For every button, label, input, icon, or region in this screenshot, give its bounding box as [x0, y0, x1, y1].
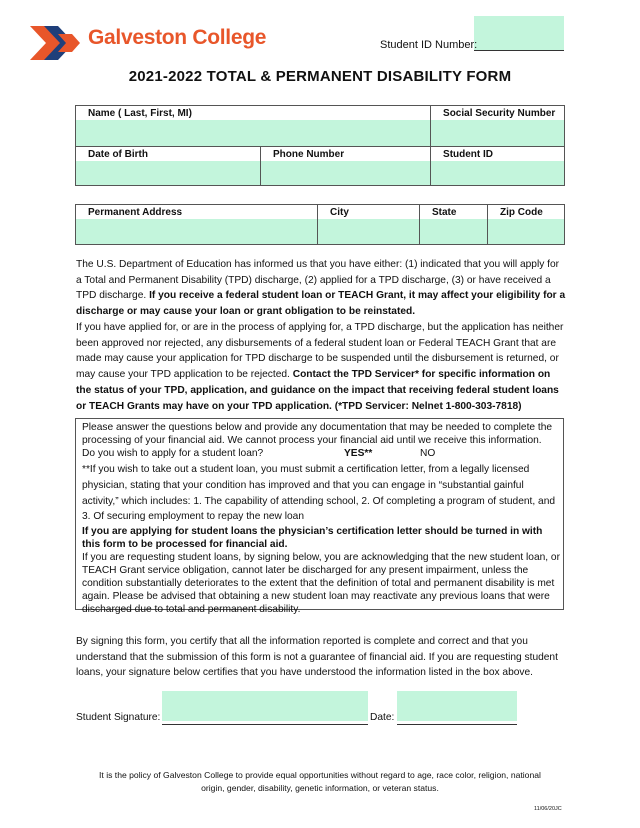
student-id-number-field[interactable] [474, 16, 564, 50]
state-input[interactable] [420, 219, 487, 244]
no-option[interactable]: NO [420, 448, 436, 459]
yes-option[interactable]: YES** [344, 448, 373, 459]
phone-cell [261, 147, 431, 186]
ssn-cell [431, 106, 565, 147]
name-input[interactable] [76, 120, 430, 146]
dob-input[interactable] [76, 161, 260, 185]
logo-chevron-icon [28, 24, 86, 62]
questions-intro: Please answer the questions below and provide any documentation that may be needed to complete the processing of your financial aid. We cannot process your financial aid until we receive this information. [82, 422, 553, 446]
loan-question-row [82, 447, 563, 462]
info-paragraph-1-text: The U.S. Department of Education has informed us that you have either: (1) indicated that you will apply for a Total and Permanent Disability (TPD) discharge, (2) applied for a TPD discharge, (3) or have received a TPD discharge. [76, 259, 560, 302]
equal-opportunity-policy: It is the policy of Galveston College to provide equal opportunities without regard to age, race color, religion, national origin, gender, disability, genetic information, or veteran status. [99, 770, 541, 793]
personal-info-table [75, 105, 565, 186]
certification-note: **If you wish to take out a student loan, you must submit a certification letter, from a legally licensed physician, stating that your condition has improved and that you can engage in “substantial gainful activity,” which includes: 1. The capability of attending school, 2. Of completing a program of student, and 3. Of securing employment to repay the new loan [82, 464, 556, 523]
acknowledgement-text: If you are requesting student loans, by signing below, you are acknowledging that the new student loan, or TEACH Grant service obligation, cannot later be discharged for any present impairment, unless the condition substantially deteriorates to the extent that the definition of total and permanent disability is met again. Please be advised that obtaining a new student loan may reactivate any previous loans that were discharged due to total and permanent disability. [82, 552, 560, 616]
form-title: 2021-2022 TOTAL & PERMANENT DISABILITY FORM [128, 68, 512, 85]
address-input[interactable] [76, 219, 317, 244]
logo-text: Galveston College [88, 26, 267, 49]
form-revision-code: 11/06/20JC [534, 806, 562, 812]
address-label: Permanent Address [88, 207, 183, 218]
city-cell [318, 205, 420, 245]
city-input[interactable] [318, 219, 419, 244]
info-paragraph-1 [76, 257, 566, 320]
phone-label: Phone Number [273, 149, 345, 160]
name-cell [76, 106, 431, 147]
dob-label: Date of Birth [88, 149, 148, 160]
info-paragraph-2 [76, 320, 566, 414]
zip-label: Zip Code [500, 207, 543, 218]
info-paragraph-2-bold: Contact the TPD Servicer* for specific information on the status of your TPD, application, and guidance on the impact that receiving federal student loans or TEACH Grants may have on your TPD application. (*TPD Servicer: Nelnet 1-800-303-7818) [76, 369, 559, 412]
name-label: Name ( Last, First, MI) [88, 108, 192, 119]
ssn-input[interactable] [431, 120, 564, 146]
zip-cell [488, 205, 565, 245]
state-cell [420, 205, 488, 245]
student-id-number-label: Student ID Number: [380, 39, 478, 51]
info-paragraph-2-text: If you have applied for, or are in the process of applying for, a TPD discharge, but the application has neither been approved nor rejected, any disbursements of a federal student loan or Federal TEACH Grant that are made may cause your application for TPD discharge to be suspended until the disbursement is returned, or may cause your TPD application to be rejected. [76, 322, 564, 381]
signature-underline [162, 724, 368, 725]
signature-field[interactable] [162, 691, 368, 721]
dob-cell [76, 147, 261, 186]
state-label: State [432, 207, 457, 218]
student-id-input[interactable] [431, 161, 564, 185]
student-id-number-underline [474, 50, 564, 51]
college-logo [28, 24, 267, 62]
ssn-label: Social Security Number [443, 108, 556, 119]
certify-paragraph: By signing this form, you certify that all the information reported is complete and correct and that you understand that the submission of this form is not a guarantee of financial aid. If you are requesting student loans, your signature below certifies that you have understood the information listed in the box above. [76, 636, 558, 678]
zip-input[interactable] [488, 219, 564, 244]
date-label: Date: [370, 712, 395, 723]
signature-label: Student Signature: [76, 712, 161, 723]
city-label: City [330, 207, 349, 218]
student-id-label: Student ID [443, 149, 494, 160]
certification-bold-note: If you are applying for student loans the physician’s certification letter should be turned in with this form to be processed for financial aid. [82, 526, 543, 551]
address-table [75, 204, 565, 245]
loan-question: Do you wish to apply for a student loan? [82, 448, 264, 459]
phone-input[interactable] [261, 161, 430, 185]
student-id-cell [431, 147, 565, 186]
questions-box [75, 418, 564, 616]
date-field[interactable] [397, 691, 517, 721]
date-underline [397, 724, 517, 725]
info-paragraph-1-bold: If you receive a federal student loan or TEACH Grant, it may affect your eligibility for a discharge or may cause your loan or grant obligation to be reinstated. [76, 290, 566, 318]
address-cell [76, 205, 318, 245]
